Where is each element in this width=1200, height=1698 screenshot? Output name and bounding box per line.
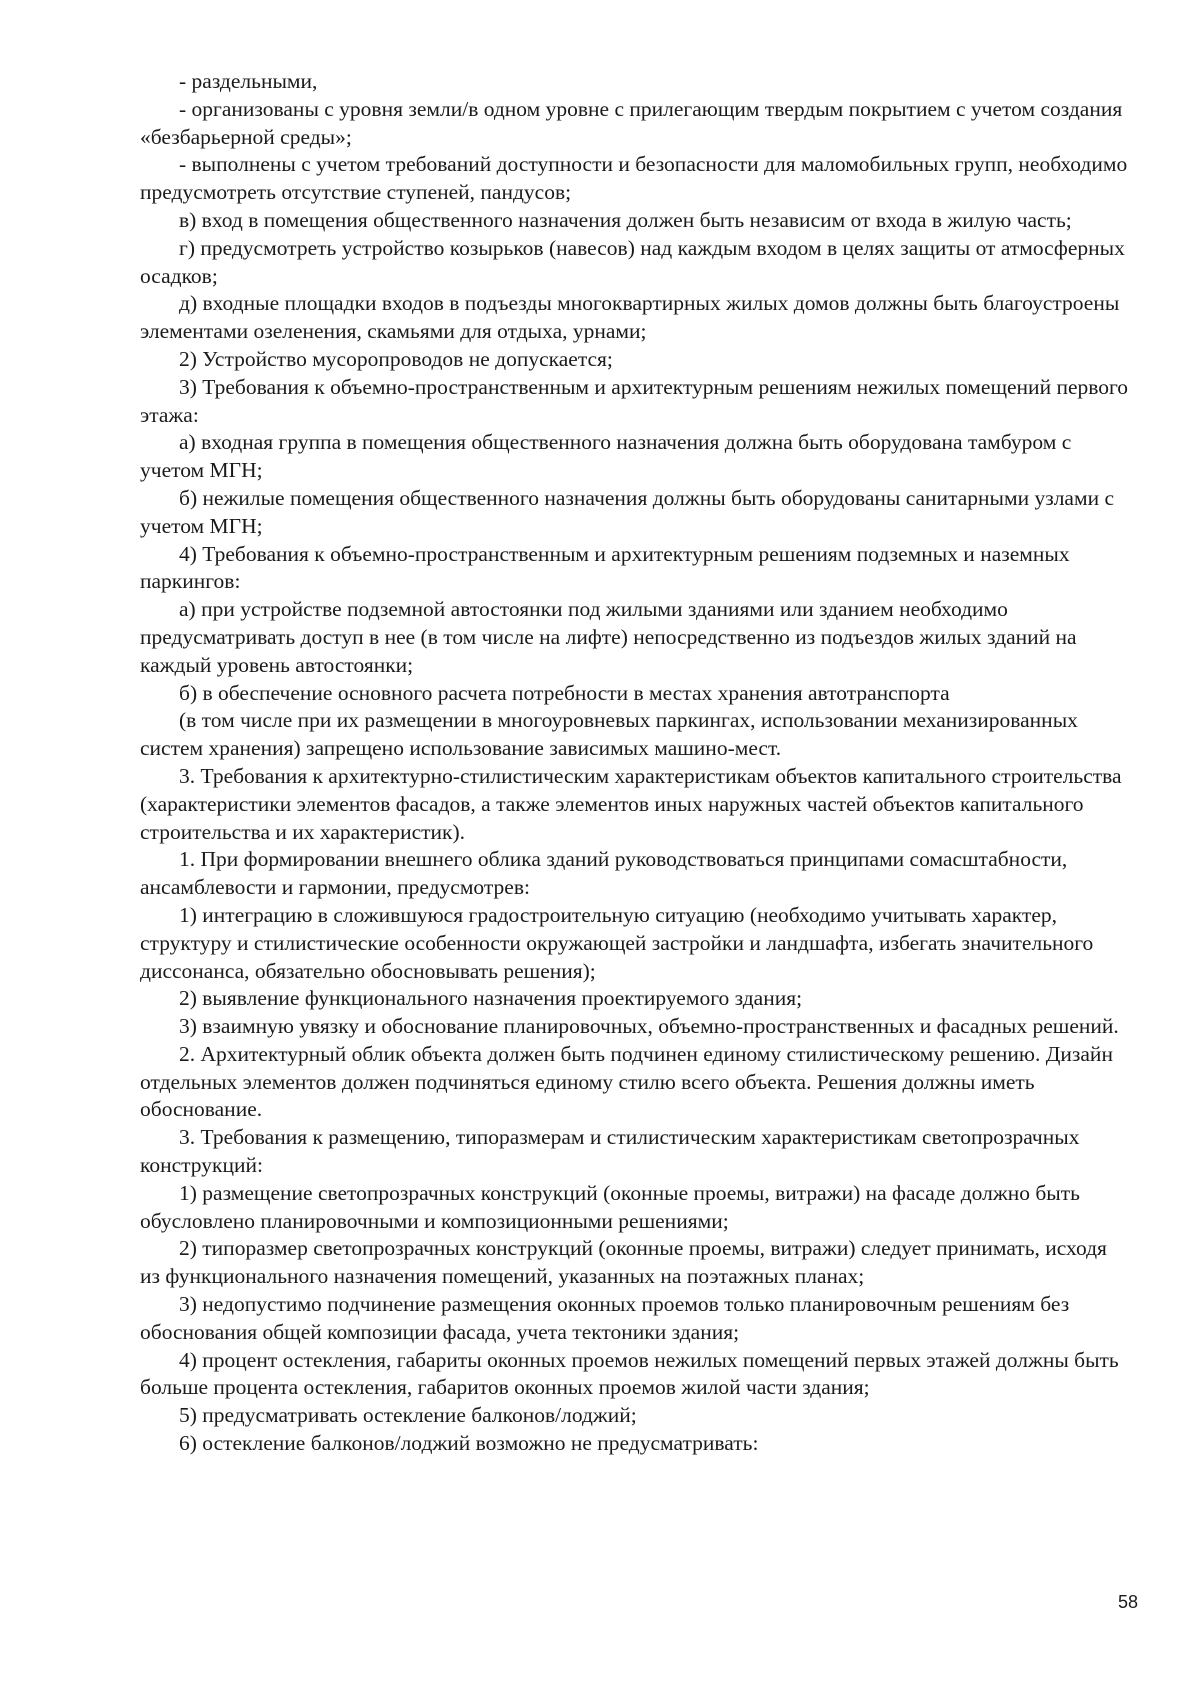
paragraph: - организованы с уровня земли/в одном уровне с прилегающим твердым покрытием с учетом создания «безбарьерной среды»;	[140, 96, 1123, 149]
paragraph: 3. Требования к архитектурно-стилистическим характеристикам объектов капитального строительства (характеристики элементов фасадов, а также элементов иных наружных частей объектов капитального строительства и их характеристик).	[140, 763, 1122, 844]
paragraph: а) входная группа в помещения общественного назначения должна быть оборудована тамбуром с учетом МГН;	[140, 430, 1072, 483]
paragraph: 2) Устройство мусоропроводов не допускается;	[179, 346, 613, 371]
paragraph: б) в обеспечение основного расчета потребности в местах хранения автотранспорта	[179, 680, 950, 705]
paragraph: д) входные площадки входов в подъезды многоквартирных жилых домов должны быть благоустроены элементами озеленения, скамьями для отдыха, урнами;	[140, 291, 1120, 344]
paragraph: г) предусмотреть устройство козырьков (навесов) над каждым входом в целях защиты от атмосферных осадков;	[140, 235, 1125, 288]
paragraph: 2) типоразмер светопрозрачных конструкций (оконные проемы, витражи) следует принимать, исходя из функционального назначения помещений, указанных на поэтажных планах;	[140, 1236, 1107, 1289]
paragraph: 3) недопустимо подчинение размещения оконных проемов только планировочным решениям без обоснования общей композиции фасада, учета тектоники здания;	[140, 1292, 1070, 1344]
paragraph: 2. Архитектурный облик объекта должен быть подчинен единому стилистическому решению. Дизайн отдельных элементов должен подчиняться единому стилю всего объекта. Решения должны иметь обоснование.	[140, 1041, 1113, 1122]
paragraph: 4) Требования к объемно-пространственным и архитектурным решениям подземных и наземных паркингов:	[140, 541, 1070, 594]
paragraph: 3) взаимную увязку и обоснование планировочных, объемно-пространственных и фасадных решений.	[179, 1014, 1119, 1039]
paragraph: 1) интеграцию в сложившуюся градостроительную ситуацию (необходимо учитывать характер, структуру и стилистические особенности окружающей застройки и ландшафта, избегать значительного диссонанса, обязательно обосновывать решения);	[140, 902, 1094, 983]
paragraph: - выполнены с учетом требований доступности и безопасности для маломобильных групп, необходимо предусмотреть отсутствие ступеней, пандусов;	[140, 152, 1128, 205]
document-body	[140, 68, 1130, 1458]
paragraph: б) нежилые помещения общественного назначения должны быть оборудованы санитарными узлами с учетом МГН;	[140, 485, 1114, 538]
paragraph: 6) остекление балконов/лоджий возможно не предусматривать:	[179, 1431, 759, 1456]
paragraph: (в том числе при их размещении в многоуровневых паркингах, использовании механизированных систем хранения) запрещено использование зависимых машино-мест.	[140, 708, 1078, 761]
paragraph: 3) Требования к объемно-пространственным и архитектурным решениям нежилых помещений первого этажа:	[140, 374, 1129, 427]
page-number: 58	[1117, 1592, 1138, 1612]
paragraph: 2) выявление функционального назначения проектируемого здания;	[179, 986, 803, 1011]
paragraph: 4) процент остекления, габариты оконных проемов нежилых помещений первых этажей должны быть больше процента остекления, габаритов оконных проемов жилой части здания;	[140, 1347, 1119, 1400]
paragraph: 3. Требования к размещению, типоразмерам и стилистическим характеристикам светопрозрачных конструкций:	[140, 1125, 1080, 1178]
paragraph: 1) размещение светопрозрачных конструкций (оконные проемы, витражи) на фасаде должно быть обусловлено планировочными и композиционными решениями;	[140, 1180, 1080, 1233]
paragraph: в) вход в помещения общественного назначения должен быть независим от входа в жилую часть;	[179, 207, 1072, 232]
paragraph: - раздельными,	[179, 69, 318, 93]
paragraph: а) при устройстве подземной автостоянки под жилыми зданиями или зданием необходимо предусматривать доступ в нее (в том числе на лифте) непосредственно из подъездов жилых зданий на каждый уровень автостоянки;	[140, 597, 1077, 677]
paragraph: 5) предусматривать остекление балконов/лоджий;	[179, 1403, 637, 1428]
paragraph: 1. При формировании внешнего облика зданий руководствоваться принципами сомасштабности, ансамблевости и гармонии, предусмотрев:	[140, 847, 1068, 900]
